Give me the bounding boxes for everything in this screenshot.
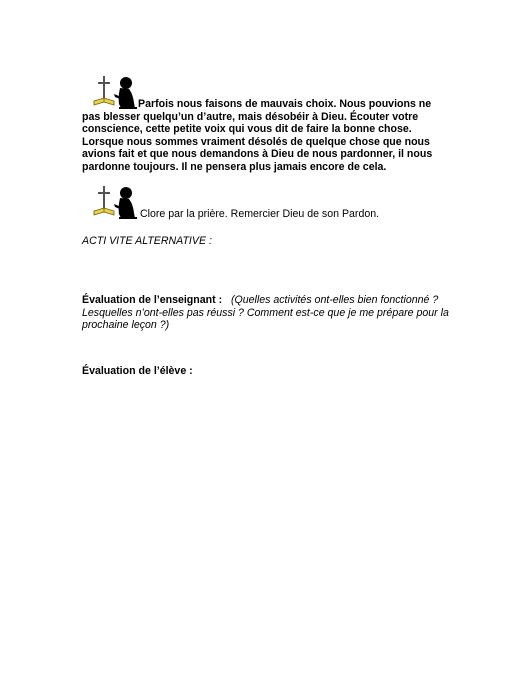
teacher-evaluation-questions: (Quelles activités ont-elles bien fonctionné ? Lesquelles n’ont-elles pas réussi ? Comment est-ce que je me prépare pour la prochaine leçon ?) [82,294,449,332]
student-evaluation-label: Évaluation de l’élève : [82,365,193,377]
prayer-paragraph [82,98,452,174]
alternative-activity-label: ACTI VITE ALTERNATIVE : [82,235,212,247]
teacher-evaluation-label: Évaluation de l’enseignant : [82,294,223,306]
closing-prayer-paragraph [82,208,452,221]
teacher-evaluation [82,294,452,332]
prayer-paragraph-text: Parfois nous faisons de mauvais choix. Nous pouvions ne pas blesser quelqu’un d’autre, mais désobéir à Dieu. Écouter votre conscience, cette petite voix qui vous dit de faire la bonne chose. Lorsque nous sommes vraiment désolés de quelque chose que nous avions fait et que nous demandons à Dieu de nous pardonner, il nous pardonne toujours. Il ne pensera plus jamais encore de cela. [82,98,433,173]
closing-prayer-text: Clore par la prière. Remercier Dieu de son Pardon. [140,208,380,220]
